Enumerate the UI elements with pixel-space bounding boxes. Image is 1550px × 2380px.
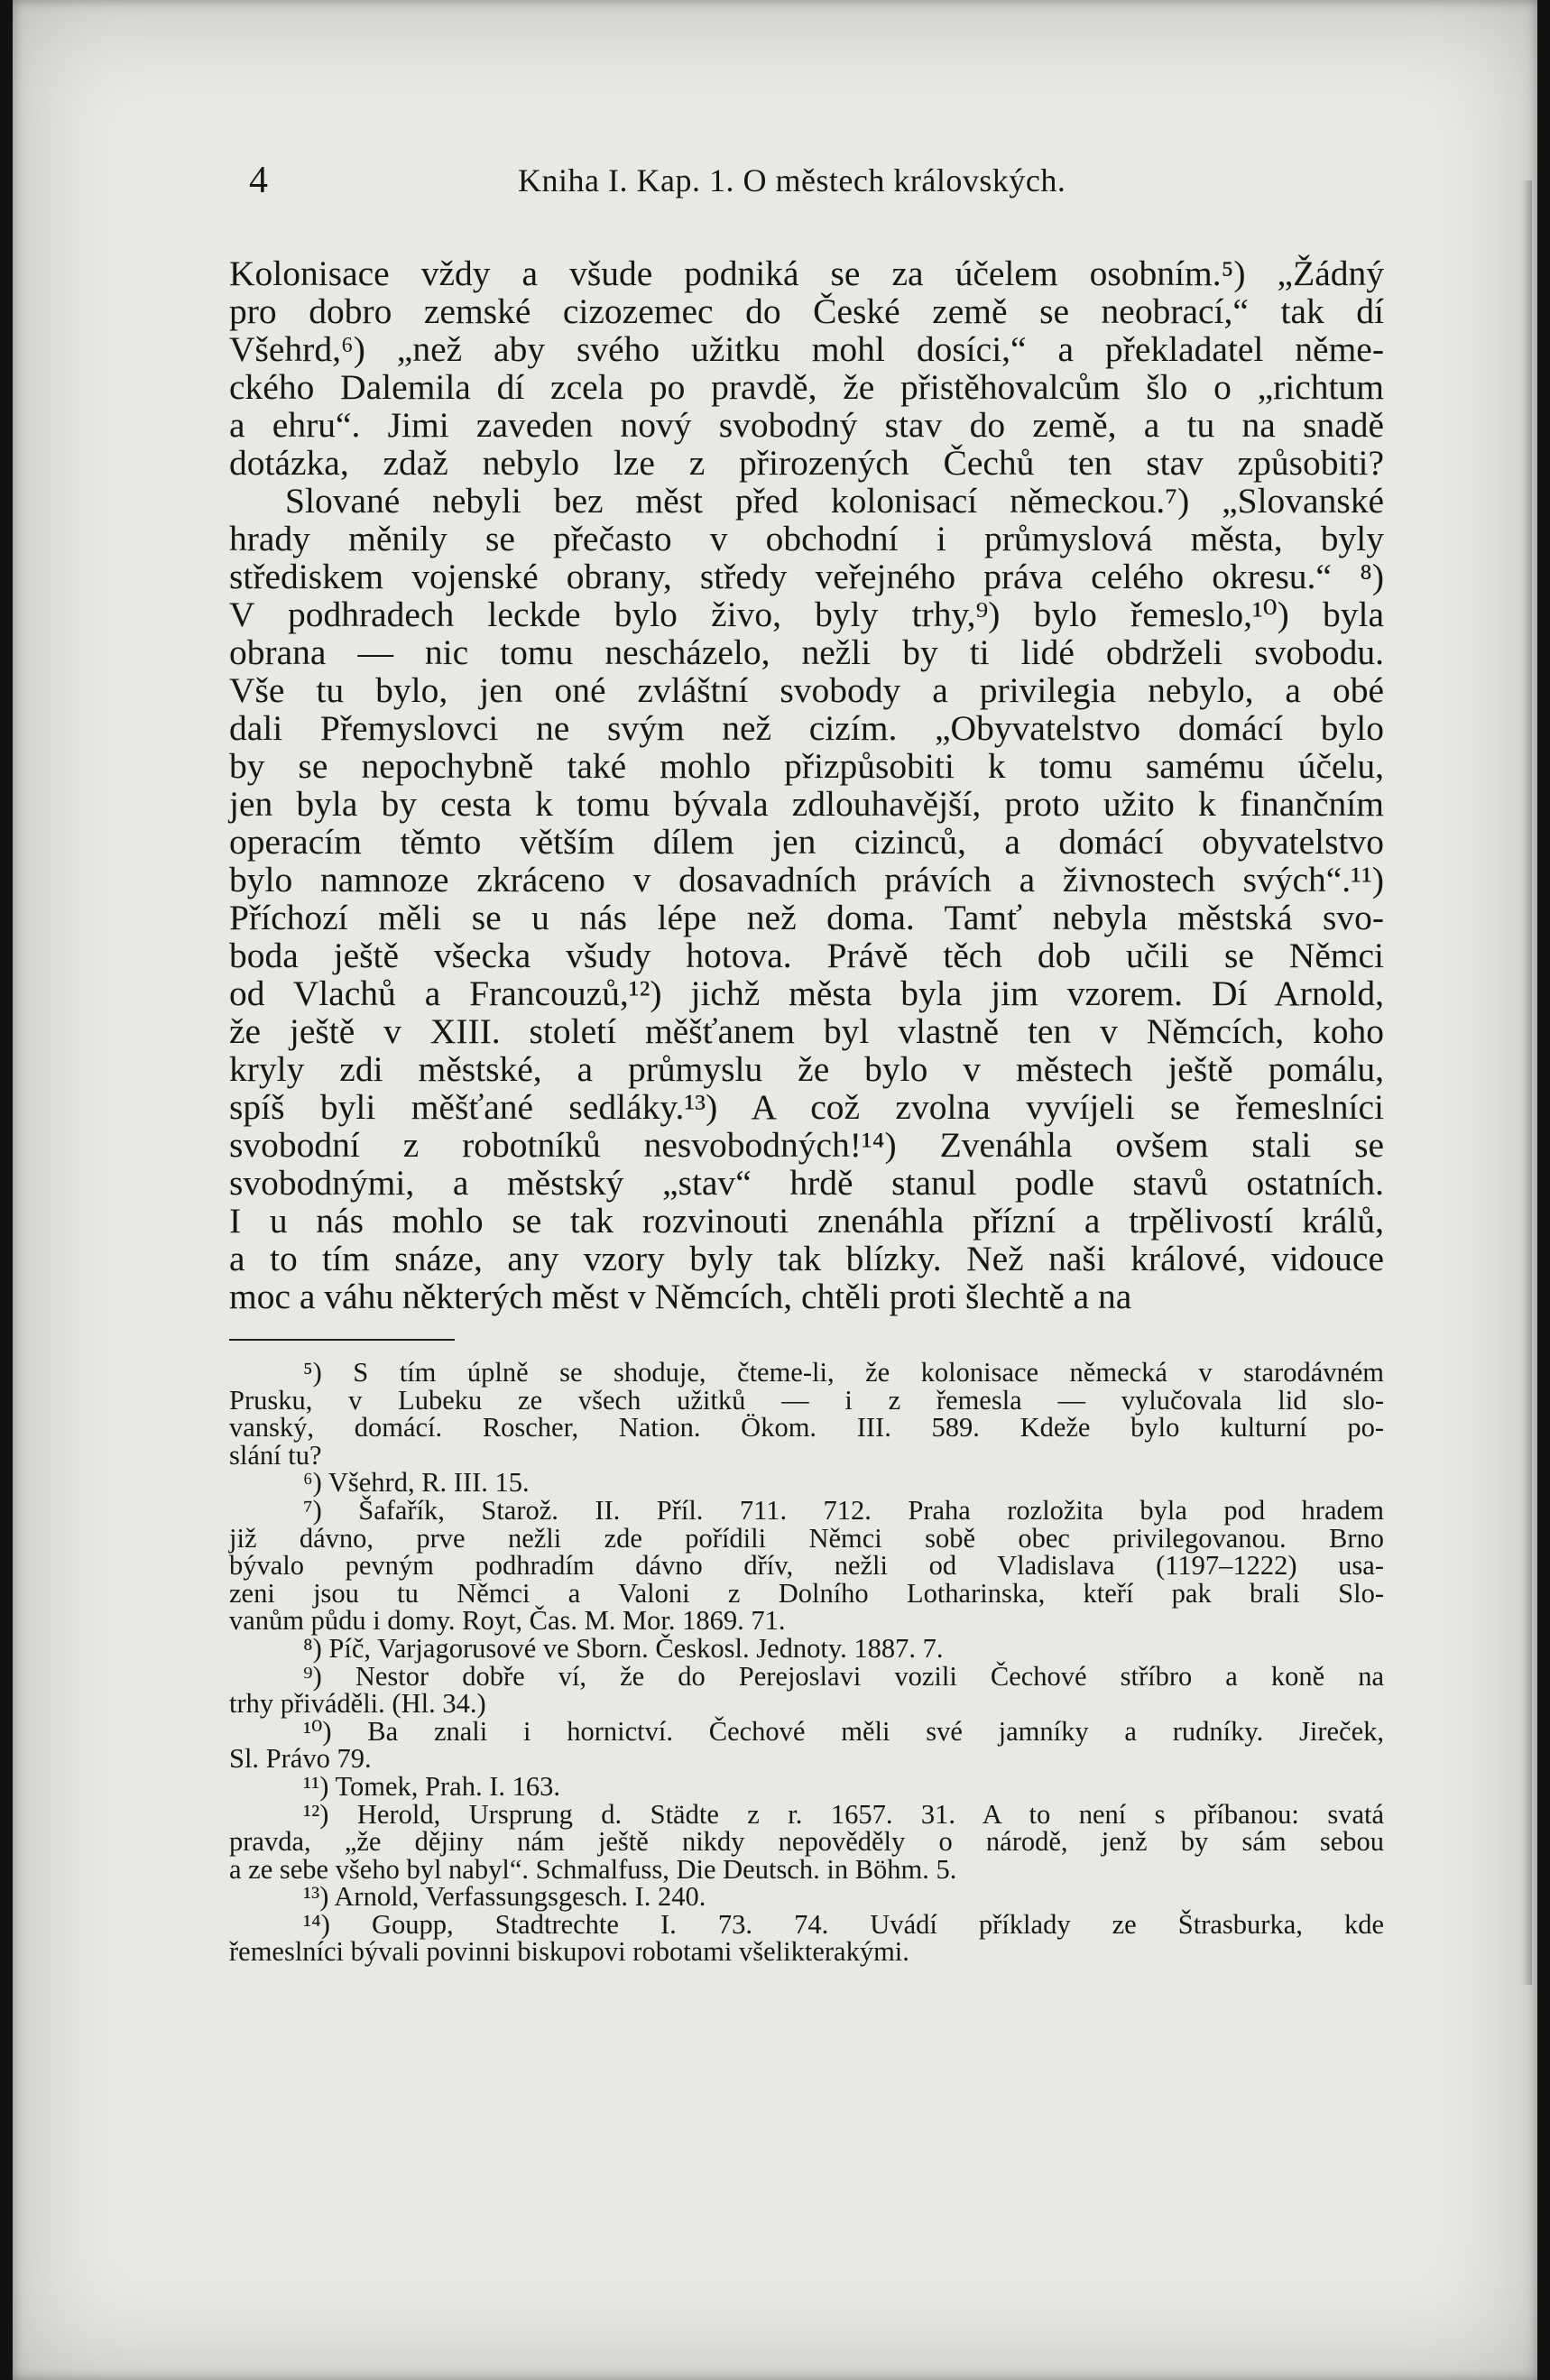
book-edge [1519,180,1532,1985]
footnote [229,1359,1384,1469]
body-line: operacím těmto větším dílem jen cizinců, a domácí obyvatelstvo [229,822,1384,862]
body-line: moc a váhu některých měst v Němcích, chtěli proti šlechtě a na [229,1277,1132,1316]
footnote-line: ¹⁰) Ba znali i hornictví. Čechové měli své jamníky a rudníky. Jireček, [303,1715,1384,1747]
footnote-line: slání tu? [229,1439,322,1471]
body-line: Příchozí měli se u nás lépe než doma. Tamť nebyla městská svo- [229,898,1384,937]
body-line: střediskem vojenské obrany, středy veřejného práva celého okresu.“ ⁸) [229,557,1384,596]
body-line: Všehrd,⁶) „než aby svého užitku mohl dosíci,“ a překladatel něme- [229,329,1384,369]
body-line: ckého Dalemila dí zcela po pravdě, že přistěhovalcům šlo o „richtum [229,367,1384,407]
scanned-page [13,0,1537,2380]
body-line: spíš byli měšťané sedláky.¹³) A což zvolna vyvíjeli se řemeslníci [229,1087,1384,1127]
footnote-line: ¹³) Arnold, Verfassungsgesch. I. 240. [303,1881,706,1913]
footnote [229,1469,1384,1497]
footnote [229,1798,1384,1885]
footnote-line: již dávno, prve nežli zde pořídili Němci sobě obec privilegovanou. Brno [229,1522,1384,1554]
footnote [229,1883,1384,1911]
body-line: pro dobro zemské cizozemec do České země se neobrací,“ tak dí [229,291,1384,331]
body-line: Slované nebyli bez měst před kolonisací německou.⁷) „Slovanské [285,481,1384,521]
footnote [229,1770,1384,1802]
footnote-line: ⁵) S tím úplně se shoduje, čteme-li, že kolonisace německá v starodávném [303,1357,1384,1388]
body-line: bylo namnoze zkráceno v dosavadních právích a živnostech svých“.¹¹) [229,860,1384,899]
footnote-line: a ze sebe všeho byl nabyl“. Schmalfuss, Die Deutsch. in Böhm. 5. [229,1853,957,1885]
body-line: dotázka, zdaž nebylo lze z přirozených Čechů ten stav způsobiti? [229,443,1384,483]
footnote-line: ⁸) Píč, Varjagorusové ve Sborn. Českosl. Jednoty. 1887. 7. [303,1632,944,1664]
footnote-line: bývalo pevným podhradím dávno dřív, nežli od Vladislava (1197–1222) usa- [229,1550,1384,1582]
body-line: že ještě v XIII. století měšťanem byl vlastně ten v Němcích, koho [229,1011,1384,1051]
footnote-line: zeni jsou tu Němci a Valoni z Dolního Lotharinska, kteří pak brali Slo- [229,1577,1384,1609]
footnote-line: pravda, „že dějiny nám ještě nikdy nepověděly o národě, jenž by sám sebou [229,1826,1384,1858]
footnote-line: ¹⁴) Goupp, Stadtrechte I. 73. 74. Uvádí příklady ze Štrasburka, kde [303,1908,1384,1940]
body-line: by se nepochybně také mohlo přizpůsobiti k tomu samému účelu, [229,746,1384,786]
page-content [229,153,1384,1966]
footnote-line: Prusku, v Lubeku ze všech užitků — i z řemesla — vylučovala lid slo- [229,1384,1384,1416]
body-line: svobodní z robotníků nesvobodných!¹⁴) Zvenáhla ovšem stali se [229,1125,1384,1165]
footnote [229,1715,1384,1775]
footnote [229,1908,1384,1968]
body-line: I u nás mohlo se tak rozvinouti znenáhla přízní a trpělivostí králů, [229,1201,1384,1241]
footnote-line: ⁶) Všehrd, R. III. 15. [303,1467,530,1499]
footnotes [229,1359,1384,1966]
footnote-line: ⁷) Šafařík, Starož. II. Příl. 711. 712. Praha rozložita byla pod hradem [303,1494,1384,1526]
footnote [229,1660,1384,1720]
body-line: Kolonisace vždy a všude podniká se za účelem osobním.⁵) „Žádný [229,254,1384,293]
body-line: obrana — nic tomu nescházelo, nežli by ti lidé obdrželi svobodu. [229,632,1384,672]
footnote-separator [229,1339,455,1341]
body-line: Vše tu bylo, jen oné zvláštní svobody a privilegia nebylo, a obé [229,670,1384,710]
footnote-line: vanům půdu i domy. Royt, Čas. M. Mor. 1869. 71. [229,1605,786,1637]
footnote [229,1632,1384,1664]
footnote-line: trhy přiváděli. (Hl. 34.) [229,1688,486,1720]
footnote-line: ¹²) Herold, Ursprung d. Städte z r. 1657. 31. A to není s příbanou: svatá [303,1798,1384,1830]
body-line: V podhradech leckde bylo živo, byly trhy,⁹) bylo řemeslo,¹⁰) byla [229,595,1384,634]
body-line: a ehru“. Jimi zaveden nový svobodný stav do země, a tu na snadě [229,405,1384,445]
header-title: Kniha I. Kap. 1. O městech královských. [518,162,1066,198]
footnote [229,1494,1384,1637]
footnote-line: řemeslníci bývali povinni biskupovi robotami všelikterakými. [229,1936,909,1968]
footnote-line: Sl. Právo 79. [229,1743,372,1775]
body-line: dali Přemyslovci ne svým než cizím. „Obyvatelstvo domácí bylo [229,708,1384,748]
body-line: kryly zdi městské, a průmyslu že bylo v městech ještě pomálu, [229,1049,1384,1089]
body-line: od Vlachů a Francouzů,¹²) jichž města byla jim vzorem. Dí Arnold, [229,973,1384,1013]
body-line: boda ještě všecka všudy hotova. Právě těch dob učili se Němci [229,936,1384,975]
body-line: svobodnými, a městský „stav“ hrdě stanul podle stavů ostatních. [229,1163,1384,1203]
body-text [229,254,1384,1315]
body-line: hrady měnily se přečasto v obchodní i průmyslová města, byly [229,519,1384,558]
footnote-line: ¹¹) Tomek, Prah. I. 163. [303,1770,560,1802]
footnote-line: ⁹) Nestor dobře ví, že do Perejoslavi vozili Čechové stříbro a koně na [303,1660,1384,1692]
page-number: 4 [249,160,268,201]
body-line: jen byla by cesta k tomu bývala zdlouhavější, proto užito k finančním [229,784,1384,824]
running-head [229,153,1384,208]
body-line: a to tím snáze, any vzory byly tak blízky. Než naši králové, vidouce [229,1239,1384,1278]
footnote-line: vanský, domácí. Roscher, Nation. Ökom. III. 589. Kdeže bylo kulturní po- [229,1412,1384,1444]
